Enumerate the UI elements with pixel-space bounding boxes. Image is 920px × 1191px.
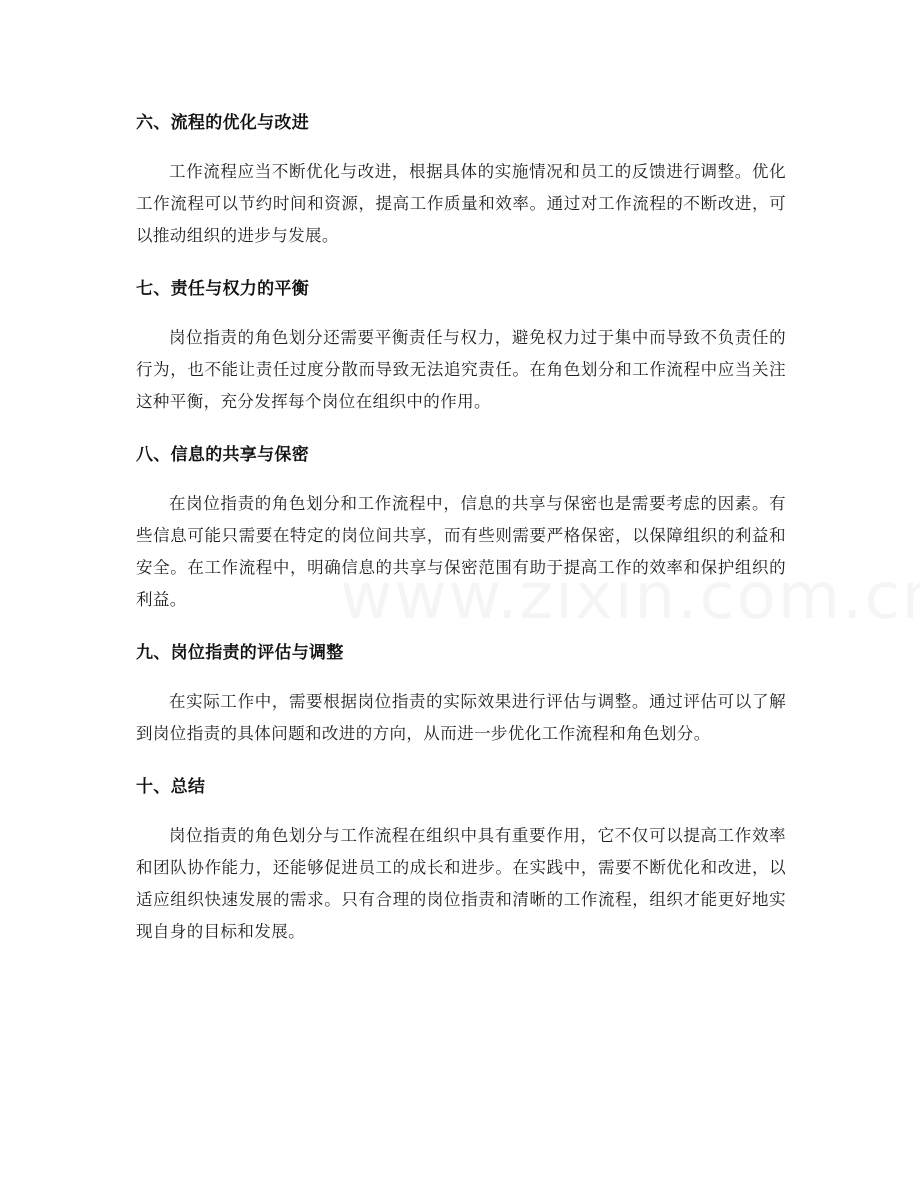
section-heading: 十、总结 [136,777,206,797]
document-body [136,108,786,970]
section-paragraph: 在岗位指责的角色划分和工作流程中，信息的共享与保密也是需要考虑的因素。有些信息可能只需要在特定的岗位间共享，而有些则需要严格保密，以保障组织的利益和安全。在工作流程中，明确信息的共享与保密范围有助于提高工作的效率和保护组织的利益。 [136,494,786,609]
section-heading: 六、流程的优化与改进 [136,113,309,133]
section-paragraph: 工作流程应当不断优化与改进，根据具体的实施情况和员工的反馈进行调整。优化工作流程可以节约时间和资源，提高工作质量和效率。通过对工作流程的不断改进，可以推动组织的进步与发展。 [136,162,786,245]
section-8 [136,440,786,616]
section-heading: 九、岗位指责的评估与调整 [136,643,344,663]
section-paragraph: 在实际工作中，需要根据岗位指责的实际效果进行评估与调整。通过评估可以了解到岗位指责的具体问题和改进的方向，从而进一步优化工作流程和角色划分。 [136,692,786,743]
section-heading: 八、信息的共享与保密 [136,445,309,465]
section-7 [136,274,786,418]
section-6 [136,108,786,252]
section-9 [136,638,786,750]
section-10 [136,772,786,948]
section-paragraph: 岗位指责的角色划分与工作流程在组织中具有重要作用，它不仅可以提高工作效率和团队协作能力，还能够促进员工的成长和进步。在实践中，需要不断优化和改进，以适应组织快速发展的需求。只有合理的岗位指责和清晰的工作流程，组织才能更好地实现自身的目标和发展。 [136,826,786,941]
section-paragraph: 岗位指责的角色划分还需要平衡责任与权力，避免权力过于集中而导致不负责任的行为，也不能让责任过度分散而导致无法追究责任。在角色划分和工作流程中应当关注这种平衡，充分发挥每个岗位在组织中的作用。 [136,328,786,411]
section-heading: 七、责任与权力的平衡 [136,279,309,299]
